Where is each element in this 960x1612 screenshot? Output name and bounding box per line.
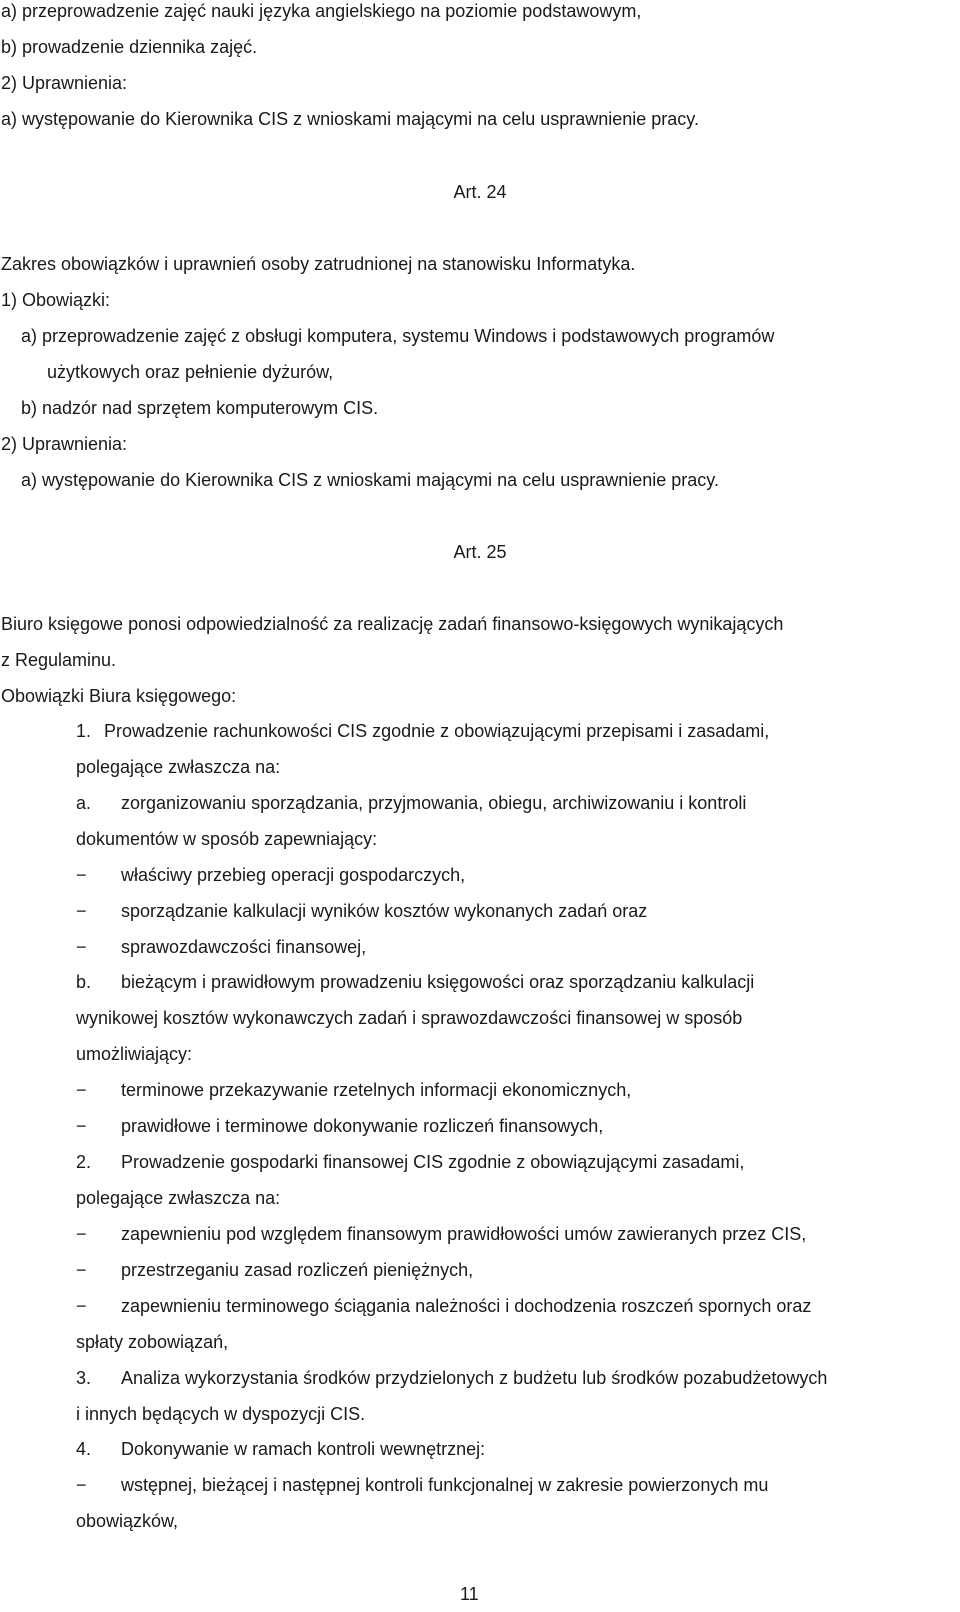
article-intro: Biuro księgowe ponosi odpowiedzialność za realizację zadań finansowo-księgowych wynikających — [1, 614, 784, 634]
article-intro: Zakres obowiązków i uprawnień osoby zatrudnionej na stanowisku Informatyka. — [1, 254, 636, 274]
list-letter: a. — [76, 793, 92, 813]
bullet-item: zapewnieniu pod względem finansowym prawidłowości umów zawieranych przez CIS, — [121, 1224, 807, 1244]
list-item-continuation: polegające zwłaszcza na: — [76, 1188, 281, 1208]
text-line: a) przeprowadzenie zajęć nauki języka angielskiego na poziomie podstawowym, — [1, 1, 642, 21]
article-intro-continuation: z Regulaminu. — [1, 650, 117, 670]
bullet-item-continuation: spłaty zobowiązań, — [76, 1332, 229, 1352]
bullet-item: właściwy przebieg operacji gospodarczych, — [121, 865, 466, 885]
text-line: a) występowanie do Kierownika CIS z wnioskami mającymi na celu usprawnienie pracy. — [1, 109, 699, 129]
page-number: 11 — [460, 1584, 479, 1604]
list-item: a) występowanie do Kierownika CIS z wnioskami mającymi na celu usprawnienie pracy. — [21, 470, 719, 490]
dash-bullet: − — [76, 1224, 87, 1244]
list-item: b) nadzór nad sprzętem komputerowym CIS. — [21, 398, 379, 418]
bullet-item: wstępnej, bieżącej i następnej kontroli funkcjonalnej w zakresie powierzonych mu — [121, 1475, 769, 1495]
list-item: bieżącym i prawidłowym prowadzeniu księgowości oraz sporządzaniu kalkulacji — [121, 972, 755, 992]
dash-bullet: − — [76, 865, 87, 885]
list-item-continuation: wynikowej kosztów wykonawczych zadań i sprawozdawczości finansowej w sposób — [76, 1008, 743, 1028]
list-item: Prowadzenie gospodarki finansowej CIS zgodnie z obowiązującymi zasadami, — [121, 1152, 745, 1172]
dash-bullet: − — [76, 937, 87, 957]
list-item: Analiza wykorzystania środków przydzielonych z budżetu lub środków pozabudżetowych — [121, 1368, 828, 1388]
list-number: 2. — [76, 1152, 92, 1172]
bullet-item: terminowe przekazywanie rzetelnych informacji ekonomicznych, — [121, 1080, 632, 1100]
list-number: 4. — [76, 1439, 92, 1459]
bullet-item: prawidłowe i terminowe dokonywanie rozliczeń finansowych, — [121, 1116, 604, 1136]
list-letter: b. — [76, 972, 92, 992]
text-line: 2) Uprawnienia: — [1, 73, 128, 93]
list-item: a) przeprowadzenie zajęć z obsługi komputera, systemu Windows i podstawowych programów — [21, 326, 775, 346]
dash-bullet: − — [76, 901, 87, 921]
section-label: 1) Obowiązki: — [1, 290, 111, 310]
bullet-item: sprawozdawczości finansowej, — [121, 937, 367, 957]
article-heading: Art. 25 — [453, 542, 507, 562]
article-heading: Art. 24 — [453, 182, 507, 202]
list-number: 1. — [76, 721, 92, 741]
dash-bullet: − — [76, 1260, 87, 1280]
bullet-item-continuation: obowiązków, — [76, 1511, 179, 1531]
bullet-item: przestrzeganiu zasad rozliczeń pieniężnych, — [121, 1260, 474, 1280]
dash-bullet: − — [76, 1116, 87, 1136]
list-item: zorganizowaniu sporządzania, przyjmowania, obiegu, archiwizowaniu i kontroli — [121, 793, 747, 813]
bullet-item: zapewnieniu terminowego ściągania należności i dochodzenia roszczeń spornych oraz — [121, 1296, 812, 1316]
list-item-continuation: polegające zwłaszcza na: — [76, 757, 281, 777]
bullet-item: sporządzanie kalkulacji wyników kosztów wykonanych zadań oraz — [121, 901, 648, 921]
section-label: Obowiązki Biura księgowego: — [1, 686, 237, 706]
dash-bullet: − — [76, 1475, 87, 1495]
list-item-continuation: i innych będących w dyspozycji CIS. — [76, 1404, 366, 1424]
list-item-continuation: dokumentów w sposób zapewniający: — [76, 829, 378, 849]
dash-bullet: − — [76, 1296, 87, 1316]
list-item-continuation: umożliwiający: — [76, 1044, 193, 1064]
list-item: Dokonywanie w ramach kontroli wewnętrznej: — [121, 1439, 486, 1459]
text-line: b) prowadzenie dziennika zajęć. — [1, 37, 258, 57]
list-item: Prowadzenie rachunkowości CIS zgodnie z obowiązującymi przepisami i zasadami, — [104, 721, 770, 741]
list-item-continuation: użytkowych oraz pełnienie dyżurów, — [47, 362, 334, 382]
section-label: 2) Uprawnienia: — [1, 434, 128, 454]
list-number: 3. — [76, 1368, 92, 1388]
dash-bullet: − — [76, 1080, 87, 1100]
